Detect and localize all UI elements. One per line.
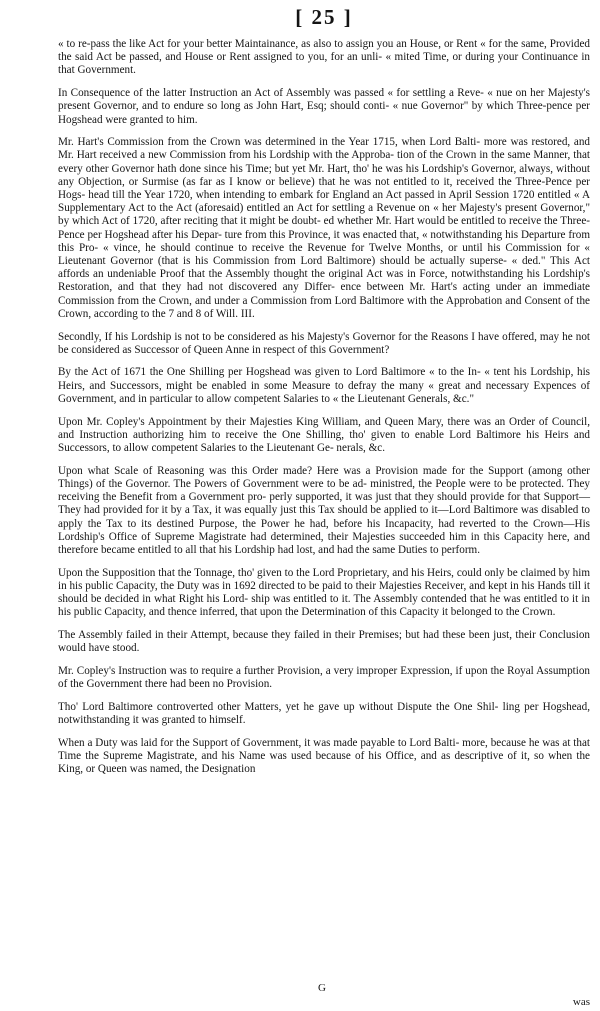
paragraph-8: Upon the Supposition that the Tonnage, tho' given to the Lord Proprietary, and his Heirs, could only be claimed by him in his public Capacity, the Duty was in 1692 directed to be paid to their Majesties Receiver, and kept in his Hands till it should be decided in what Right his Lord- ship was entitled to it. The Assembly contended that he was entitled to it in his public Capacity, and thence inferred, that upon the Determination of this Capacity it belonged to the Crown. <box>58 566 590 619</box>
paragraph-9: The Assembly failed in their Attempt, because they failed in their Premises; but had these been just, their Conclusion would have stood. <box>58 628 590 655</box>
paragraph-11: Tho' Lord Baltimore controverted other Matters, yet he gave up without Dispute the One Shil- ling per Hogshead, notwithstanding it was granted to himself. <box>58 700 590 726</box>
paragraph-12: When a Duty was laid for the Support of Government, it was made payable to Lord Balti- more, because he was at that Time the Supreme Magistrate, and his Name was used because of his Office, and as descriptive of it, so when the King, or Queen was named, the Designation <box>58 736 590 776</box>
paragraph-6: Upon Mr. Copley's Appointment by their Majesties King William, and Queen Mary, there was an Order of Council, and Instruction authorizing him to receive the One Shilling, tho' given to enable Lord Baltimore his Heirs and Successors, to allow competent Salaries to the Lieutenant Ge- nerals, &c. <box>58 415 590 454</box>
catchword: was <box>572 996 590 1008</box>
paragraph-3: Mr. Hart's Commission from the Crown was determined in the Year 1715, when Lord Balti- more was restored, and Mr. Hart received a new Commission from his Lordship with the Approba- tion of the Crown in the same Manner, that every other Governor hath done since his Time; but yet Mr. Hart, tho' he was his Lordship's Governor, always, without any Objection, or Surmise (as far as I know or believe) that he was not entitled to it, received the Three-Pence per Hogs- head till the Year 1720, when intending to embark for England an Act passed in April Session 1720 entitled « A Supplementary Act to the Act (aforesaid) entitled an Act for settling a Revenue on « her Majesty's present Governor," by which Act of 1720, after reciting that it might be doubt- ed whether Mr. Hart would be entitled to receive the Three-Pence per Hogshead after his Depar- ture from this Province, it was enacted that, « notwithstanding his Departure from this Pro- « vince, he should continue to receive the Revenue for Twelve Months, or until his Commission for « Lieutenant Governor (that is his Commission from Lord Baltimore) should be actually superse- « ded." This Act affords an undeniable Proof that the Assembly thought the original Act was in Force, notwithstanding his Lordship's Restoration, and that they had not discovered any Differ- ence between Mr. Hart's acting under an immediate Commission from the Crown, and under a Commission from Lord Baltimore with the Approbation and Consent of the Crown, according to the 7 and 8 of Will. III. <box>58 136 590 320</box>
paragraph-10: Mr. Copley's Instruction was to require a further Provision, a very improper Expression, if upon the Royal Assumption of the Government there had been no Provision. <box>58 664 590 691</box>
paragraph-4: Secondly, If his Lordship is not to be considered as his Majesty's Governor for the Reasons I have offered, may he not be considered as Successor of Queen Anne in respect of this Government? <box>58 330 590 356</box>
paragraph-1: « to re-pass the like Act for your better Maintainance, as also to assign you an House, or Rent « for the same, Provided the said Act be passed, and House or Rent assigned to you, for an unli- « mited Time, or during your Continuance in that Government. <box>58 38 590 77</box>
paragraph-5: By the Act of 1671 the One Shilling per Hogshead was given to Lord Baltimore « to the In- « tent his Lordship, his Heirs, and Successors, might be enabled in some Measure to defray the many « great and necessary Expences of Government, and in particular to allow competent Salaries to « the Lieutenant Generals, &c." <box>58 366 590 405</box>
paragraph-2: In Consequence of the latter Instruction an Act of Assembly was passed « for settling a Reve- « nue on her Majesty's present Governor, and to endure so long as John Hart, Esq; should conti- « nue Governor" by which Three-pence per Hogshead were granted to him. <box>58 87 590 126</box>
page-number: [ 25 ] <box>295 5 353 29</box>
paragraph-7: Upon what Scale of Reasoning was this Order made? Here was a Provision made for the Support (among other Things) of the Governor. The Powers of Government were to be ad- ministred, the People were to be protected. They receiving the Benefit from a Government pro- perly supported, it was just that they should provide for that Support—They had provided for it by a Tax, it was equally just this Tax should be applied to it—Lord Baltimore was disabled to apply the Tax to its destined Purpose, the Power he had, before his Incapacity, had reverted to the Crown—His Lordship's Office of Supreme Magistrate had determined, their Majesties succeeded him in this Capacity here, and therefore became entitled to all that his Lordship had lost, and had the same Duties to perform. <box>58 464 590 556</box>
signature-mark: G <box>318 982 326 994</box>
